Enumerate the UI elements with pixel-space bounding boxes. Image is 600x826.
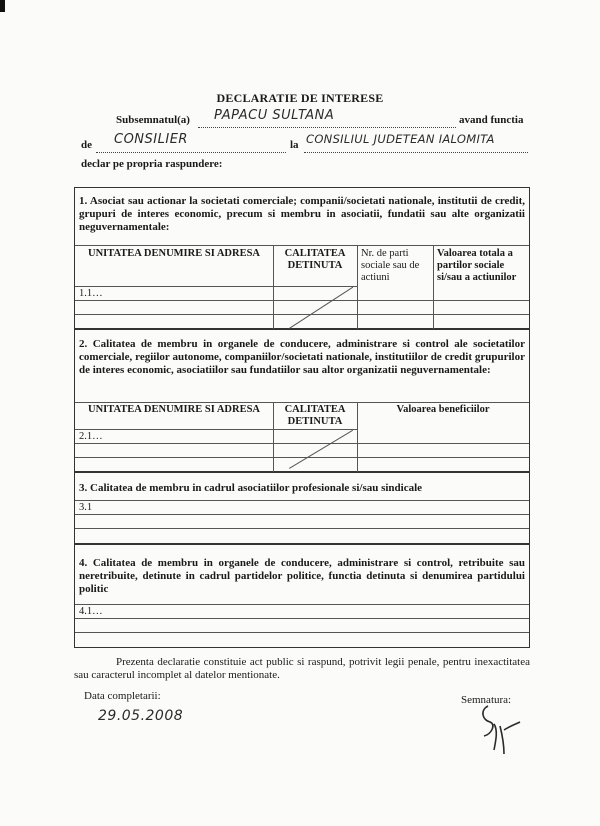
- document-title: DECLARATIE DE INTERESE: [216, 91, 384, 105]
- la-label: la: [290, 139, 299, 151]
- section-3-header-line: [75, 500, 529, 501]
- section-2-col-valoarea-beneficiilor: Valoarea beneficiilor: [396, 404, 490, 415]
- section-1-col-unitatea: UNITATEA DENUMIRE SI ADRESA: [87, 248, 261, 259]
- scan-corner-mark: [0, 0, 5, 12]
- section-1-col-divider-1: [273, 245, 274, 329]
- date-handwritten-value: 29.05.2008: [98, 708, 184, 724]
- section-1-row-label: 1.1…: [79, 288, 103, 299]
- section-4-row-label: 4.1…: [79, 606, 103, 617]
- de-handwritten-value: CONSILIER: [114, 132, 188, 147]
- signature-label: Semnatura:: [461, 694, 512, 706]
- section-2-title: 2. Calitatea de membru in organele de conducere, administrare si control ale societatilor comerciale, regiilor autonome, companiilor/societati nationale, institutiilor de credit grupurilor de interes economic, asociatiilor sau fundatiilor sau altor organizatii neguvernamentale:: [79, 338, 525, 376]
- subsemnatul-dotted-line: [198, 127, 456, 128]
- section-4-header-line: [75, 604, 529, 605]
- legal-statement: Prezenta declaratie constituie act public si raspund, potrivit legii penale, pentru inexactitatea sau caracterul incomplet al datelor mentionate.: [74, 656, 530, 681]
- section-1-box: [74, 187, 530, 329]
- section-2-cancel-stroke: [289, 430, 353, 469]
- section-2-col-divider-1: [273, 402, 274, 472]
- section-3-title: 3. Calitatea de membru in cadrul asociatiilor profesionale si/sau sindicale: [79, 482, 423, 494]
- section-2-row-line-2: [75, 443, 529, 444]
- section-4-row-line-1: [75, 618, 529, 619]
- avand-functia-label: avand functia: [459, 114, 524, 126]
- section-1-row-line-1: [75, 286, 357, 287]
- section-2-col-unitatea: UNITATEA DENUMIRE SI ADRESA: [87, 404, 261, 415]
- section-1-col-valoarea: Valoarea totala a partilor sociale si/sau a actiunilor: [437, 248, 517, 283]
- la-dotted-line: [304, 152, 528, 153]
- section-1-row-line-2: [75, 300, 529, 301]
- section-1-col-divider-3: [433, 245, 434, 329]
- section-1-cancel-stroke: [289, 287, 353, 329]
- section-2-box: [74, 329, 530, 472]
- section-1-col-divider-2: [357, 245, 358, 329]
- subsemnatul-label: Subsemnatul(a): [116, 114, 190, 126]
- section-2-row-label: 2.1…: [79, 431, 103, 442]
- section-3-box: [74, 472, 530, 544]
- section-2-col-divider-2: [357, 402, 358, 472]
- section-1-row-line-3: [75, 314, 529, 315]
- subsemnatul-handwritten-value: PAPACU SULTANA: [214, 108, 335, 123]
- de-label: de: [81, 139, 92, 151]
- section-1-col-calitatea: CALITATEA DETINUTA: [284, 248, 346, 271]
- handwritten-signature: [470, 700, 530, 760]
- de-dotted-line: [96, 152, 286, 153]
- section-1-header-top-line: [75, 245, 529, 246]
- declar-label: declar pe propria raspundere:: [81, 158, 223, 170]
- la-handwritten-value: CONSILIUL JUDETEAN IALOMITA: [306, 132, 495, 146]
- section-3-row-label: 3.1: [79, 502, 93, 513]
- section-1-col-nr-parti: Nr. de parti sociale sau de actiuni: [361, 248, 420, 283]
- section-2-row-line-3: [75, 457, 529, 458]
- section-4-title: 4. Calitatea de membru in organele de conducere, administrare si control, retribuite sau neretribuite, detinute in cadrul partidelor politice, functia detinuta si denumirea partidului politic: [79, 557, 525, 595]
- section-2-header-top-line: [75, 402, 529, 403]
- section-3-row-line-1: [75, 514, 529, 515]
- section-4-box: [74, 544, 530, 648]
- section-3-row-line-2: [75, 528, 529, 529]
- section-2-row-line-1: [75, 429, 357, 430]
- section-4-row-line-2: [75, 632, 529, 633]
- date-label: Data completarii:: [84, 690, 161, 702]
- section-1-title: 1. Asociat sau actionar la societati comerciale; companii/societati nationale, institutii de credit, grupuri de interes economic, precum si membru in asociatii, fundatii sau alte organizatii neguvernamentale:: [79, 195, 525, 233]
- section-2-col-calitatea: CALITATEA DETINUTA: [284, 404, 346, 427]
